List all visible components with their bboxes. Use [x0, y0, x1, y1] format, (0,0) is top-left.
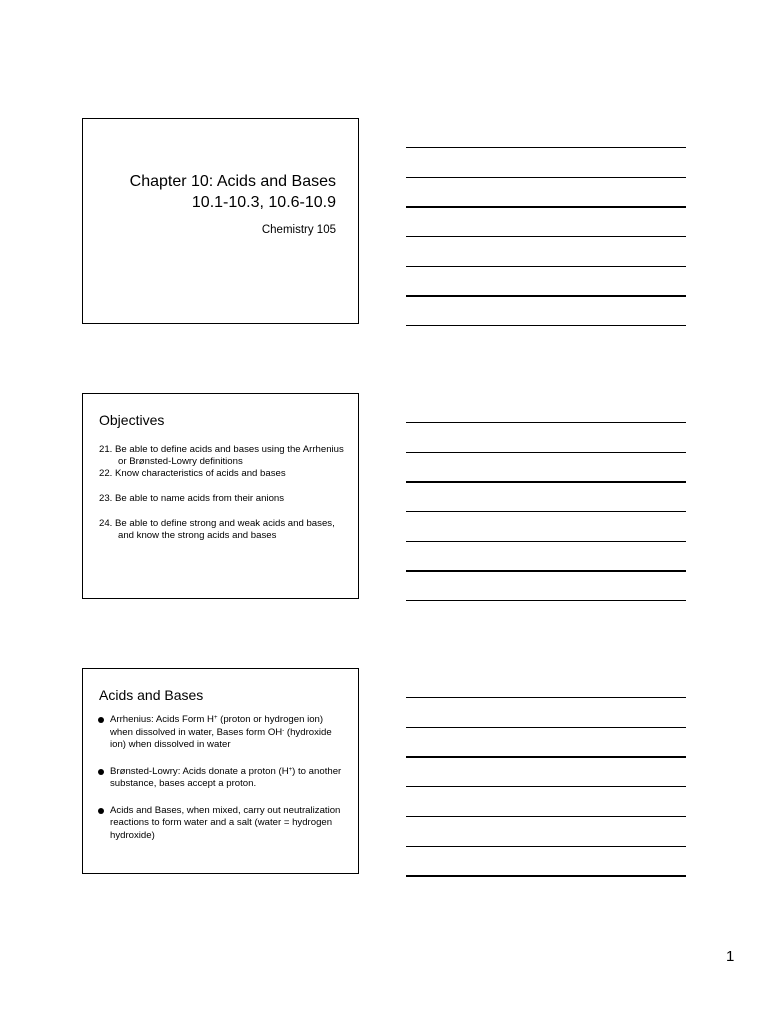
superscript: +	[288, 766, 293, 773]
bullet-icon	[98, 717, 104, 723]
title-line-2: 10.1-10.3, 10.6-10.9	[191, 194, 336, 211]
slide-heading: Objectives	[99, 412, 165, 428]
objective-item: 24. Be able to define strong and weak acids and bases, and know the strong acids and bases	[99, 518, 335, 541]
note-line	[406, 147, 686, 148]
objective-item: 21. Be able to define acids and bases using the Arrhenius or Brønsted-Lowry definitions	[99, 444, 344, 467]
note-line	[406, 422, 686, 423]
text: (proton or hydrogen ion) when dissolved in water, Bases form OH	[110, 714, 324, 738]
text: Brønsted-Lowry: Acids donate a proton (H	[110, 765, 289, 777]
note-line	[406, 325, 686, 326]
list-item	[98, 766, 348, 791]
note-line	[406, 600, 686, 601]
superscript: -	[282, 727, 285, 734]
page-number: 1	[726, 948, 735, 965]
bullet-list	[98, 714, 348, 856]
slide-subtitle: Chemistry 105	[261, 224, 336, 236]
note-line	[406, 295, 686, 297]
text: Acids and Bases, when mixed, carry out neutralization reactions to form water and a salt (water = hydrogen hydroxide)	[110, 804, 341, 841]
text: Arrhenius: Acids Form H	[110, 714, 214, 725]
note-line	[406, 511, 686, 512]
note-line	[406, 786, 686, 787]
objective-item: 23. Be able to name acids from their anions	[99, 493, 285, 504]
objectives-list	[99, 444, 347, 542]
bullet-icon	[98, 769, 104, 775]
slide-title	[130, 171, 336, 213]
note-line	[406, 206, 686, 208]
slide-2-objectives	[82, 393, 359, 599]
bullet-icon	[98, 808, 104, 814]
slide-1-title	[82, 118, 359, 324]
slide-heading: Acids and Bases	[99, 687, 204, 703]
title-line-1: Chapter 10: Acids and Bases	[129, 173, 336, 190]
note-line	[406, 452, 686, 453]
note-line	[406, 875, 686, 877]
note-line	[406, 756, 686, 758]
slide-3-acids-and-bases	[82, 668, 359, 874]
note-line	[406, 236, 686, 237]
text: (hydroxide ion) when dissolved in water	[110, 726, 332, 750]
note-line	[406, 266, 686, 267]
note-line	[406, 846, 686, 847]
note-line	[406, 697, 686, 698]
note-line	[406, 570, 686, 572]
note-line	[406, 541, 686, 542]
objective-item: 22. Know characteristics of acids and bases	[99, 468, 286, 479]
note-line	[406, 177, 686, 178]
text: ) to another substance, bases accept a proton.	[110, 765, 342, 789]
note-line	[406, 481, 686, 483]
list-item	[98, 714, 348, 752]
note-line	[406, 816, 686, 817]
list-item	[98, 805, 348, 843]
note-line	[406, 727, 686, 728]
superscript: +	[213, 715, 218, 721]
